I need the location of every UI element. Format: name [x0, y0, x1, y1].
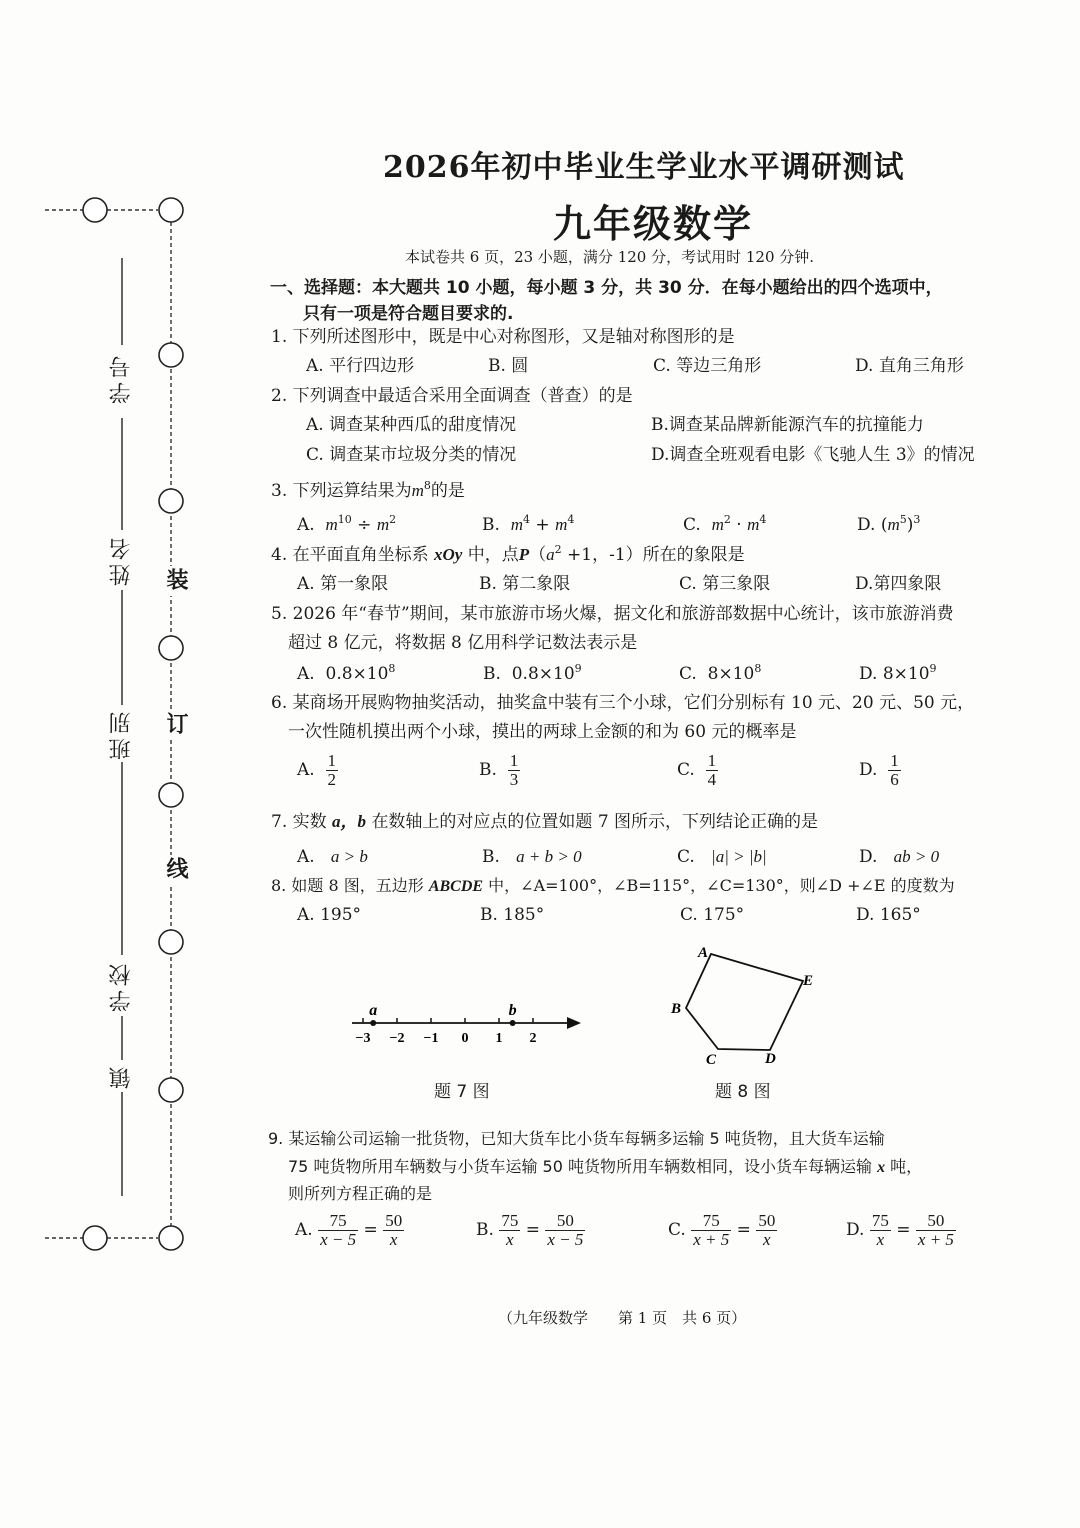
q3-option-d[interactable]: D. $(m^5)^3$ [857, 513, 921, 535]
q9-option-d[interactable]: D. $\frac{75}{x}$ = $\frac{50}{x + 5}$ [846, 1211, 954, 1249]
q3-option-a[interactable]: A. $m^{10} \div m^2$ [297, 513, 397, 535]
fig7-tick-label: 0 [461, 1031, 469, 1046]
fig8-pentagon [664, 938, 824, 1070]
seal-word-xian: 线 [160, 855, 191, 885]
q5-option-b[interactable]: B. $0.8\times 10^9$ [483, 662, 582, 684]
field-class: 班别 [109, 708, 134, 760]
q3-option-b[interactable]: B. $m^4 + m^4$ [482, 513, 575, 535]
q5-stem-cont: 超过 8 亿元，将数据 8 亿用科学记数法表示是 [288, 633, 638, 653]
field-school: 学校 [109, 960, 134, 1012]
q1-option-c[interactable]: C. 等边三角形 [653, 356, 762, 376]
q2-stem: 2. 下列调查中最适合采用全面调查（普查）的是 [271, 386, 633, 406]
q6-option-a[interactable]: A. $\frac{1}{2}$ [297, 751, 336, 789]
field-town: 镇 [109, 1063, 134, 1089]
fig7-arrow-icon [567, 1017, 581, 1029]
fig7-tick-label: −3 [355, 1031, 371, 1046]
seal-word-ding: 订 [160, 710, 191, 740]
fig8-vertex-b: B [671, 1001, 682, 1017]
seal-word-zhuang: 装 [160, 566, 191, 596]
fig7-point-b [510, 1020, 516, 1026]
q7-option-c[interactable]: C. |a| > |b| [677, 847, 767, 867]
q5-stem: 5. 2026 年“春节”期间，某市旅游市场火爆，据文化和旅游部数据中心统计，该市旅游消费 [271, 604, 954, 624]
fig7-tick-label: 2 [529, 1031, 537, 1046]
exam-instructions: 本试卷共 6 页，23 小题，满分 120 分，考试用时 120 分钟. [405, 248, 815, 266]
fig8-vertex-c: C [706, 1052, 717, 1068]
q2-option-b[interactable]: B.调查某品牌新能源汽车的抗撞能力 [651, 415, 924, 435]
section1-heading-cont: 只有一项是符合题目要求的. [303, 304, 514, 324]
exam-subject: 九年级数学 [553, 202, 754, 246]
field-student-number: 学号 [109, 352, 134, 404]
q6-stem-cont: 一次性随机摸出两个小球，摸出的两球上金额的和为 60 元的概率是 [288, 722, 797, 742]
q4-option-c[interactable]: C. 第三象限 [679, 574, 771, 594]
fig7-tick-label: −1 [423, 1031, 439, 1046]
fig8-vertex-a: A [698, 945, 709, 961]
fig8-vertex-e: E [803, 973, 814, 989]
q1-option-d[interactable]: D. 直角三角形 [855, 356, 964, 376]
q8-stem: 8. 如题 8 图，五边形 ABCDE 中，∠A=100°，∠B=115°，∠C=130°，则∠D +∠E 的度数为 [271, 876, 955, 895]
q8-option-a[interactable]: A. 195° [297, 905, 362, 925]
q4-option-d[interactable]: D.第四象限 [855, 574, 942, 594]
q9-stem-cont2: 则所列方程正确的是 [288, 1184, 433, 1203]
q9-stem: 9. 某运输公司运输一批货物，已知大货车比小货车每辆多运输 5 吨货物，且大货车运输 [268, 1129, 885, 1148]
q5-option-c[interactable]: C. $8\times 10^8$ [679, 662, 762, 684]
fig7-label-b: b [508, 1002, 517, 1019]
fig7-caption: 题 7 图 [434, 1082, 490, 1102]
q6-option-b[interactable]: B. $\frac{1}{3}$ [479, 751, 519, 789]
exam-title: 2026年初中毕业生学业水平调研测试 [383, 150, 905, 185]
q1-option-a[interactable]: A. 平行四边形 [306, 356, 415, 376]
fig7-tick-label: −2 [389, 1031, 405, 1046]
field-name: 姓名 [109, 534, 134, 586]
q1-stem: 1. 下列所述图形中，既是中心对称图形，又是轴对称图形的是 [271, 327, 735, 347]
q9-option-b[interactable]: B. $\frac{75}{x}$ = $\frac{50}{x - 5}$ [476, 1211, 584, 1249]
q8-option-d[interactable]: D. 165° [856, 905, 921, 925]
q7-stem: 7. 实数 a，b 在数轴上的对应点的位置如题 7 图所示，下列结论正确的是 [271, 812, 819, 832]
q6-option-d[interactable]: D. $\frac{1}{6}$ [859, 751, 899, 789]
q1-option-b[interactable]: B. 圆 [488, 356, 529, 376]
q2-option-d[interactable]: D.调查全班观看电影《飞驰人生 3》的情况 [651, 445, 975, 465]
fig8-caption: 题 8 图 [715, 1082, 771, 1102]
fig7-label-a: a [369, 1002, 378, 1019]
q7-option-d[interactable]: D. ab > 0 [859, 847, 940, 867]
q3-option-c[interactable]: C. $m^2 \cdot m^4$ [683, 513, 767, 535]
q4-stem: 4. 在平面直角坐标系 xOy 中，点$P(a^2 +1$，-1）所在的象限是 [271, 543, 745, 565]
q4-option-a[interactable]: A. 第一象限 [297, 574, 389, 594]
q8-option-c[interactable]: C. 175° [680, 905, 745, 925]
page-footer: （九年级数学 第 1 页 共 6 页） [498, 1309, 747, 1327]
q2-option-c[interactable]: C. 调查某市垃圾分类的情况 [306, 445, 517, 465]
q4-option-b[interactable]: B. 第二象限 [479, 574, 571, 594]
q9-option-a[interactable]: A. $\frac{75}{x - 5}$ = $\frac{50}{x}$ [295, 1211, 403, 1249]
q7-option-a[interactable]: A. a > b [297, 847, 368, 867]
section1-heading: 一、选择题：本大题共 10 小题，每小题 3 分，共 30 分．在每小题给出的四个选项中， [270, 278, 943, 298]
binding-margin [0, 0, 230, 1528]
q9-option-c[interactable]: C. $\frac{75}{x + 5}$ = $\frac{50}{x}$ [668, 1211, 776, 1249]
q2-option-a[interactable]: A. 调查某种西瓜的甜度情况 [306, 415, 517, 435]
fig8-vertex-d: D [765, 1051, 776, 1067]
fig7-tick-label: 1 [495, 1031, 503, 1046]
q7-option-b[interactable]: B. a + b > 0 [482, 847, 582, 867]
fig7-number-line [345, 995, 590, 1050]
q3-stem: 3. 下列运算结果为$m^8$的是 [271, 479, 465, 501]
q8-option-b[interactable]: B. 185° [480, 905, 545, 925]
fig7-point-a [370, 1020, 376, 1026]
q9-stem-cont: 75 吨货物所用车辆数与小货车运输 50 吨货物所用车辆数相同，设小货车每辆运输 x 吨， [288, 1157, 923, 1176]
q5-option-d[interactable]: D. $8\times 10^9$ [859, 662, 937, 684]
q6-stem: 6. 某商场开展购物抽奖活动，抽奖盒中装有三个小球，它们分别标有 10 元、20 元、50 元， [271, 693, 975, 713]
q6-option-c[interactable]: C. $\frac{1}{4}$ [677, 751, 717, 789]
q5-option-a[interactable]: A. $0.8\times 10^8$ [297, 662, 396, 684]
fig8-pentagon-shape [686, 954, 803, 1050]
